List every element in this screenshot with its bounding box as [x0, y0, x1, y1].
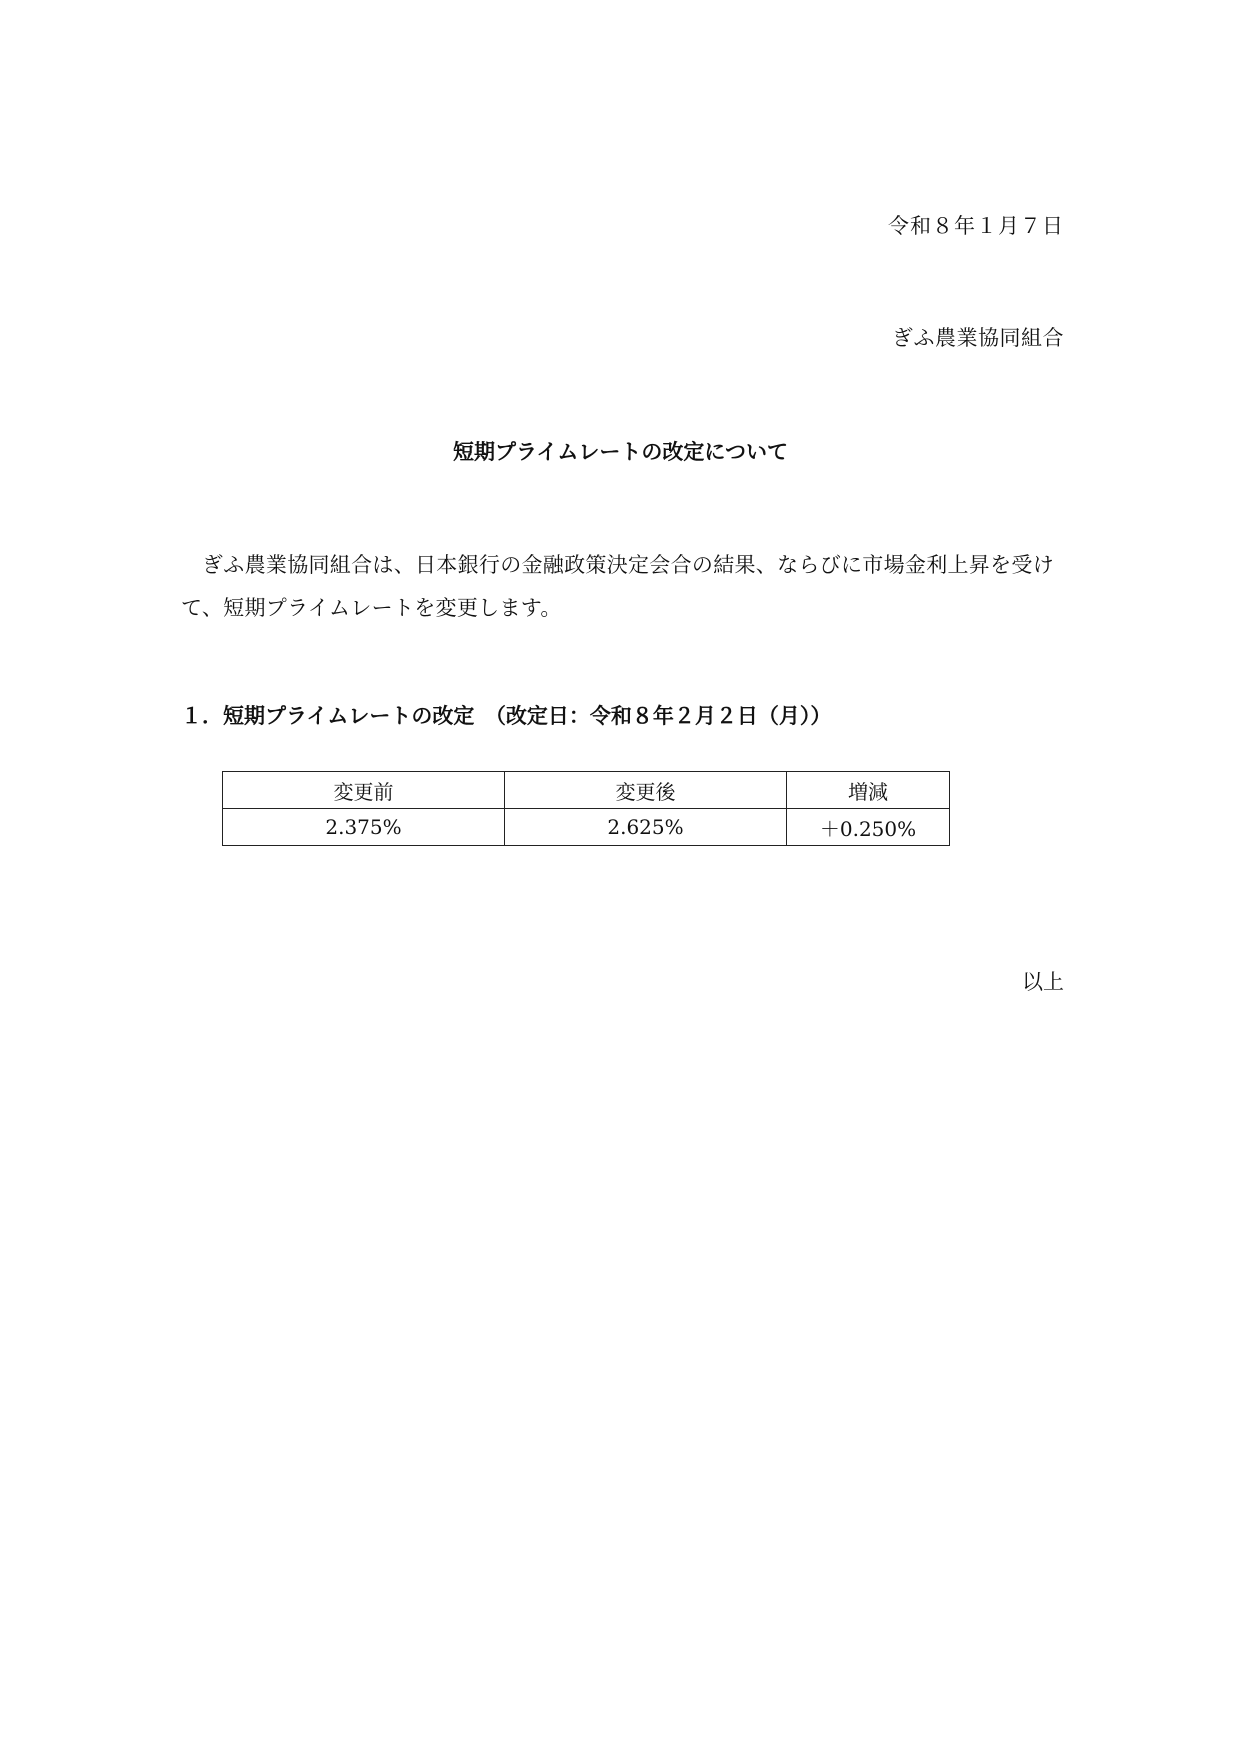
header-after: 変更後 — [505, 772, 787, 809]
closing-text: 以上 — [1022, 970, 1064, 994]
document-title: 短期プライムレートの改定について — [453, 440, 788, 464]
header-change: 増減 — [787, 772, 950, 809]
header-before: 変更前 — [223, 772, 505, 809]
document-date: 令和８年１月７日 — [888, 214, 1064, 238]
rate-before: 2.375% — [223, 809, 505, 846]
rate-after: 2.625% — [505, 809, 787, 846]
rate-change-table — [222, 771, 950, 846]
section-heading: １．短期プライムレートの改定 （改定日：令和８年２月２日（月）） — [181, 704, 832, 728]
table-row — [223, 809, 950, 846]
body-paragraph: ぎふ農業協同組合は、日本銀行の金融政策決定会合の結果、ならびに市場金利上昇を受けて、短期プライムレートを変更します。 — [181, 553, 1054, 620]
rate-change: ＋0.250% — [787, 809, 950, 846]
organization-name: ぎふ農業協同組合 — [892, 326, 1064, 350]
table-header-row — [223, 772, 950, 809]
